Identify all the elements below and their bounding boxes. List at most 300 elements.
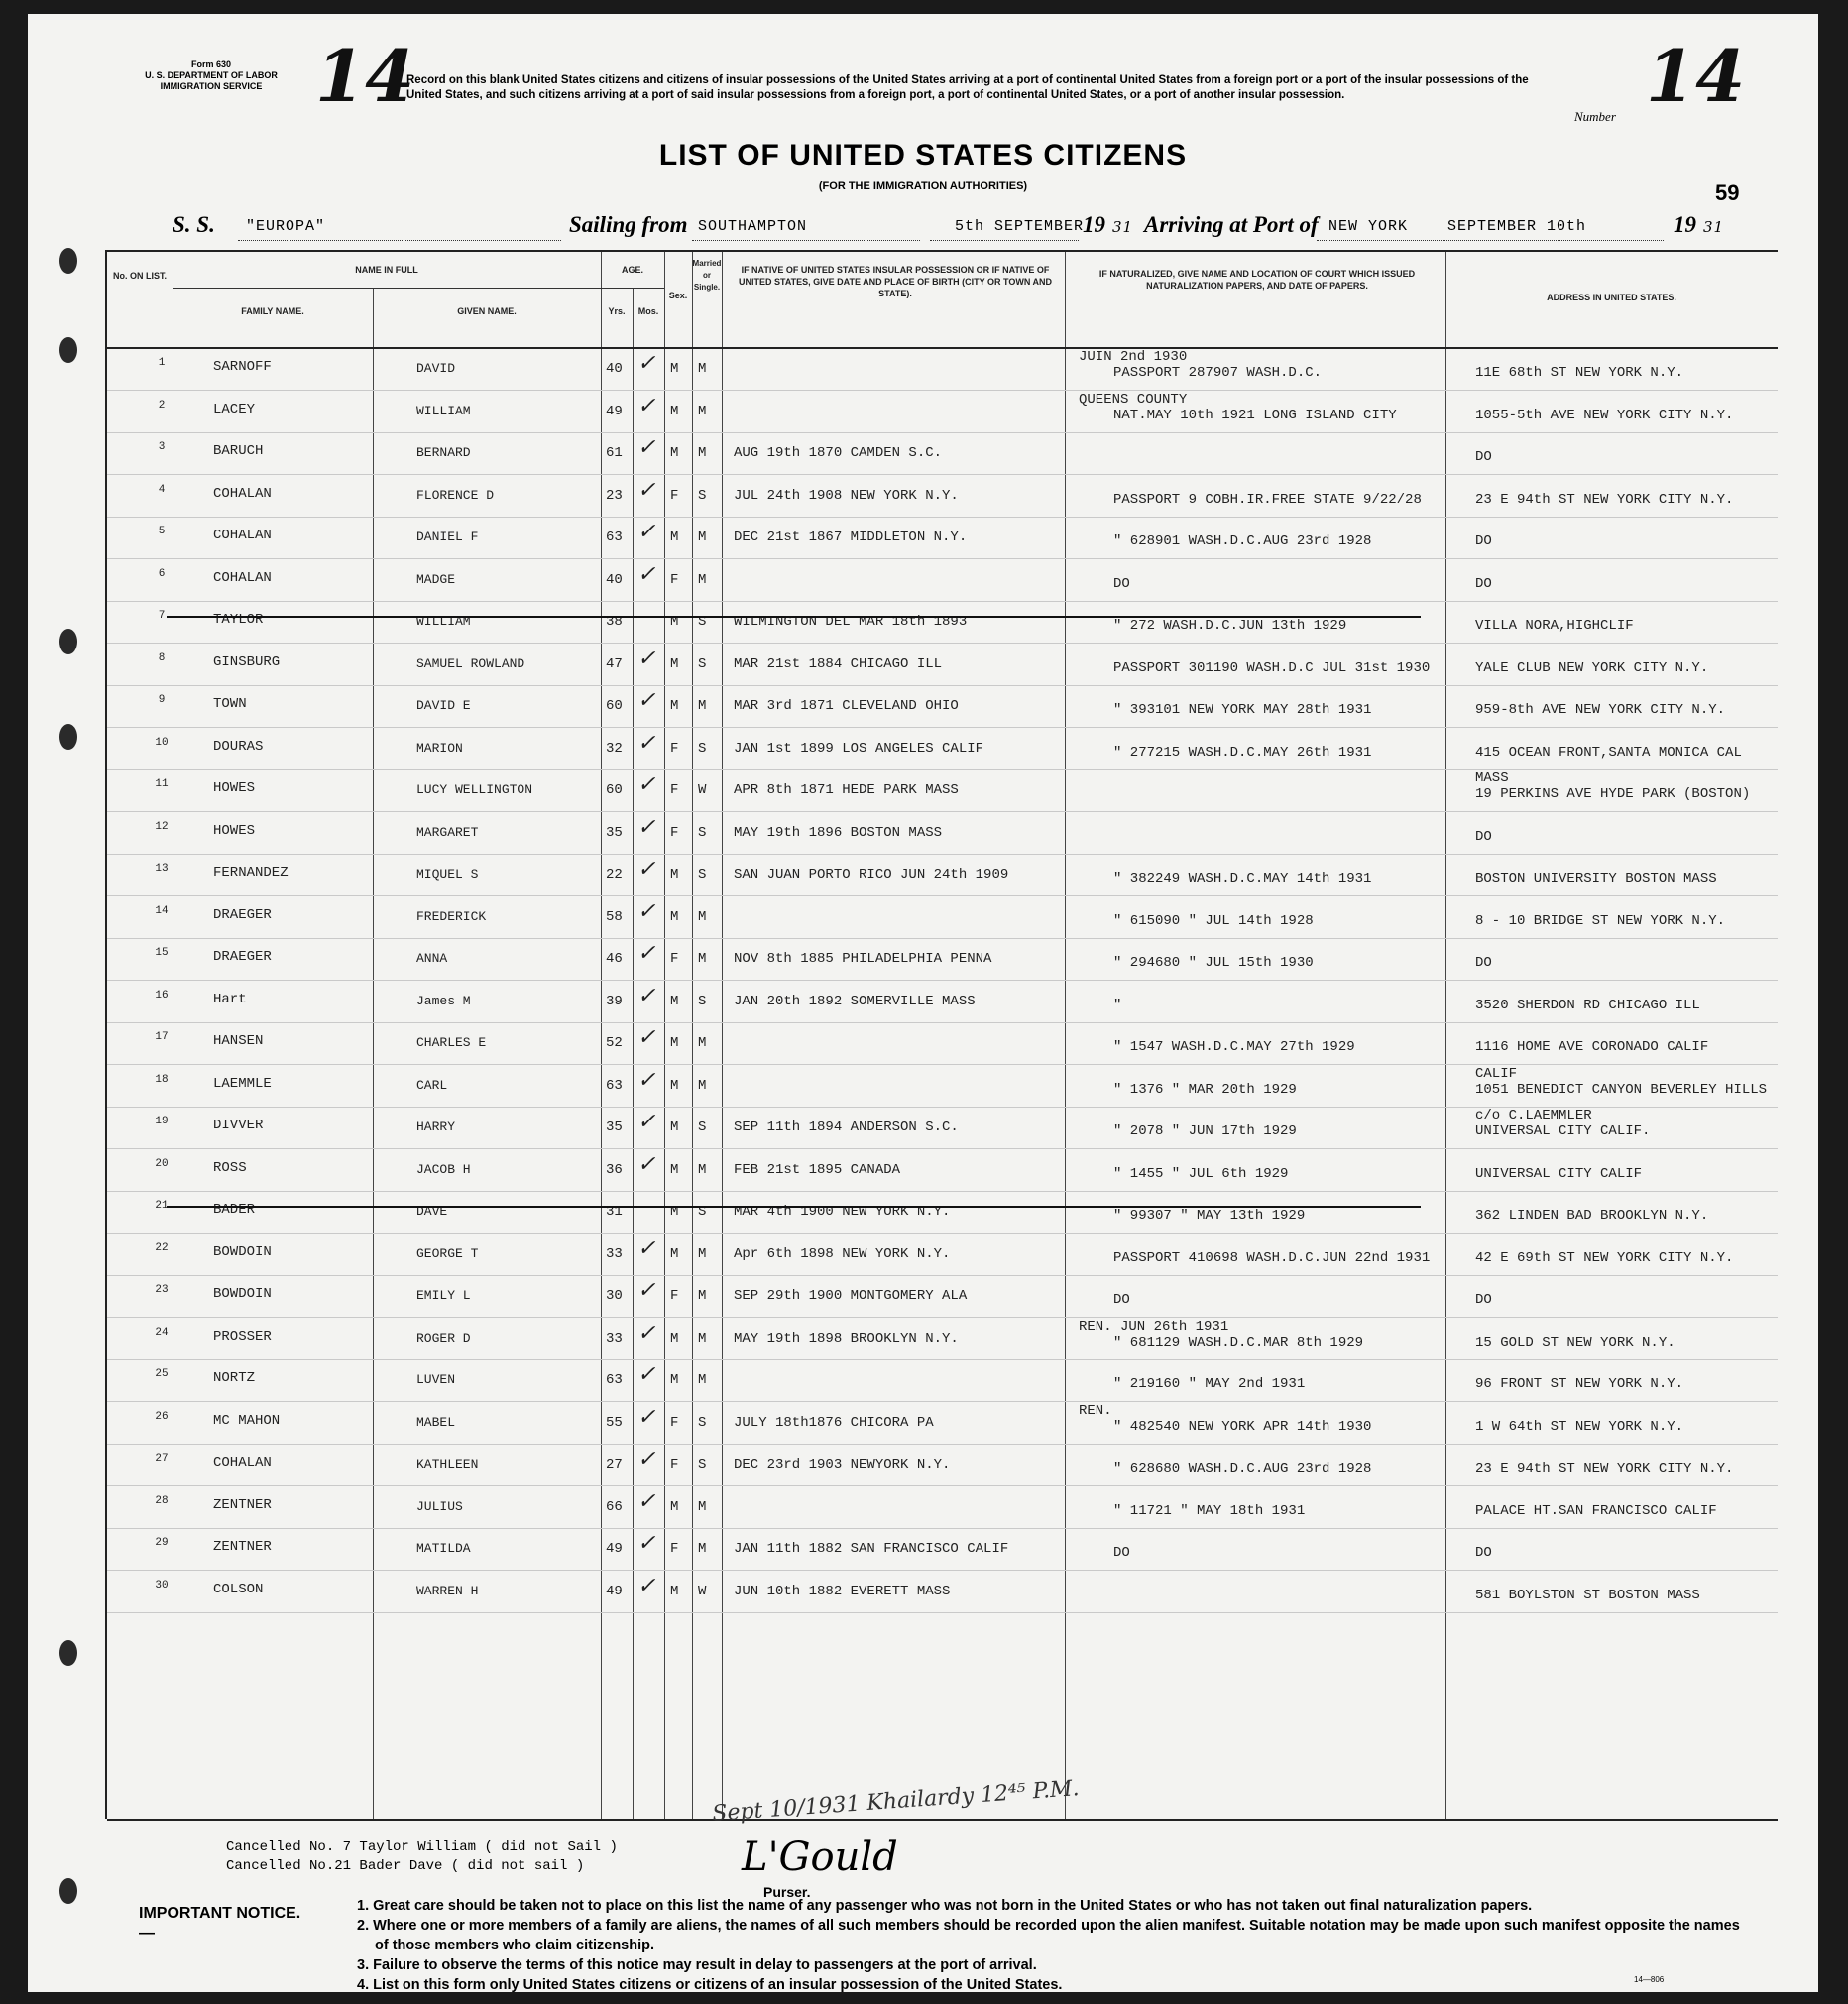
family-name: NORTZ — [213, 1370, 256, 1386]
row-number: 17 — [155, 1031, 169, 1043]
given-name: MADGE — [416, 571, 456, 587]
age-years: 33 — [606, 1245, 623, 1262]
family-name: BOWDOIN — [213, 1286, 272, 1302]
sex: M — [670, 655, 679, 672]
table-row — [107, 433, 1778, 475]
age-check: ✓ — [637, 477, 656, 503]
row-number: 9 — [158, 694, 166, 706]
row-number: 11 — [155, 778, 169, 790]
marital-status: M — [698, 571, 707, 588]
binder-hole — [59, 1640, 77, 1666]
family-name: DOURAS — [213, 738, 264, 755]
birth-info: AUG 19th 1870 CAMDEN S.C. — [734, 445, 943, 461]
family-name: ROSS — [213, 1159, 247, 1176]
family-name: MC MAHON — [213, 1412, 281, 1429]
row-number: 20 — [155, 1157, 169, 1170]
table-row — [107, 813, 1778, 855]
marital-status: M — [698, 530, 707, 545]
given-name: JULIUS — [416, 1498, 463, 1514]
col-address: ADDRESS IN UNITED STATES. — [1547, 293, 1676, 302]
year-suffix-1: 31 — [1112, 218, 1134, 236]
family-name: COHALAN — [213, 569, 272, 586]
year-suffix-2: 31 — [1703, 218, 1725, 236]
sex: M — [670, 1120, 679, 1135]
year-prefix-2: 19 — [1674, 212, 1696, 237]
naturalization-info: " 2078 " JUN 17th 1929 — [1113, 1123, 1297, 1139]
table-row — [107, 939, 1778, 981]
address: 96 FRONT ST NEW YORK N.Y. — [1475, 1376, 1684, 1392]
row-number: 27 — [155, 1453, 169, 1465]
family-name: PROSSER — [213, 1328, 272, 1345]
table-row — [107, 855, 1778, 896]
marital-status: S — [698, 867, 707, 883]
row-number: 24 — [155, 1326, 169, 1339]
row-number: 28 — [155, 1494, 169, 1507]
col-no: No. ON LIST. — [113, 271, 167, 281]
col-birth: IF NATIVE OF UNITED STATES INSULAR POSSESSION OR IF NATIVE OF UNITED STATES, GIVE DATE AND PLACE OF BIRTH (CITY OR TOWN AND STATE). — [738, 265, 1052, 298]
sex: M — [670, 445, 679, 461]
binder-hole — [59, 1878, 77, 1904]
table-row — [107, 1445, 1778, 1486]
birth-info: JULY 18th1876 CHICORA PA — [734, 1414, 934, 1431]
birth-info: NOV 8th 1885 PHILADELPHIA PENNA — [734, 951, 992, 967]
sex: M — [670, 1077, 679, 1094]
age-check: ✓ — [637, 520, 656, 544]
given-name: MABEL — [416, 1414, 456, 1430]
given-name: MIQUEL S — [416, 867, 479, 882]
age-check: ✓ — [637, 1278, 656, 1303]
form-identifier — [117, 59, 305, 92]
family-name: HOWES — [213, 822, 256, 839]
arrival-date: SEPTEMBER 10th — [1447, 218, 1587, 235]
ship-name: "EUROPA" — [246, 218, 326, 235]
age-years: 49 — [606, 403, 623, 419]
naturalization-info: " 272 WASH.D.C.JUN 13th 1929 — [1113, 618, 1347, 634]
table-row — [107, 897, 1778, 939]
given-name: DANIEL F — [416, 530, 479, 544]
age-check: ✓ — [637, 1531, 656, 1556]
naturalization-info: " 628680 WASH.D.C.AUG 23rd 1928 — [1113, 1461, 1372, 1476]
age-check: ✓ — [637, 1236, 656, 1261]
marital-status: M — [698, 1077, 707, 1094]
given-name: HARRY — [416, 1120, 456, 1134]
marital-status: M — [698, 1035, 707, 1051]
sex: F — [670, 782, 679, 798]
marital-status: M — [698, 445, 707, 461]
table-row — [107, 1192, 1778, 1234]
col-married: Married or Single. — [692, 259, 722, 292]
table-row — [107, 1023, 1778, 1065]
address: YALE CLUB NEW YORK CITY N.Y. — [1475, 659, 1709, 676]
age-check: ✓ — [637, 730, 656, 756]
table-row — [107, 602, 1778, 644]
naturalization-info: DO — [1113, 1292, 1130, 1308]
age-years: 49 — [606, 1583, 623, 1599]
notice-heading: IMPORTANT NOTICE.— — [139, 1905, 301, 1942]
table-row — [107, 1276, 1778, 1318]
year-prefix: 19 — [1083, 212, 1105, 237]
age-check: ✓ — [637, 898, 656, 924]
age-check: ✓ — [637, 1447, 656, 1472]
number-label: Number — [1574, 109, 1616, 124]
age-years: 36 — [606, 1161, 623, 1178]
table-row — [107, 1108, 1778, 1149]
naturalization-info: " 681129 WASH.D.C.MAR 8th 1929 — [1113, 1334, 1364, 1351]
given-name: MARGARET — [416, 824, 479, 840]
marital-status: M — [698, 1161, 707, 1178]
sex: M — [670, 1035, 679, 1051]
row-number: 16 — [155, 989, 169, 1002]
naturalization-info: DO — [1113, 575, 1130, 592]
table-row — [107, 518, 1778, 559]
naturalization-info: " 99307 " MAY 13th 1929 — [1113, 1208, 1306, 1224]
sex: M — [670, 1161, 679, 1178]
birth-info: JUN 10th 1882 EVERETT MASS — [734, 1583, 951, 1599]
birth-info: APR 8th 1871 HEDE PARK MASS — [734, 782, 959, 798]
address: BOSTON UNIVERSITY BOSTON MASS — [1475, 871, 1717, 886]
family-name: GINSBURG — [213, 653, 281, 670]
marital-status: M — [698, 361, 707, 377]
birth-info: MAY 19th 1896 BOSTON MASS — [734, 824, 943, 841]
table-row — [107, 770, 1778, 812]
family-name: Hart — [213, 991, 247, 1007]
given-name: MATILDA — [416, 1541, 471, 1556]
table-row — [107, 349, 1778, 391]
age-years: 38 — [606, 614, 623, 630]
col-name: NAME IN FULL — [355, 265, 418, 275]
given-name: James M — [416, 993, 471, 1008]
given-name: SAMUEL ROWLAND — [416, 655, 525, 671]
address: 23 E 94th ST NEW YORK CITY N.Y. — [1475, 1461, 1734, 1476]
birth-info: FEB 21st 1895 CANADA — [734, 1161, 901, 1178]
notice-item: 4. List on this form only United States citizens or citizens of an insular possession of the United States. — [357, 1977, 1063, 1992]
address: 581 BOYLSTON ST BOSTON MASS — [1475, 1587, 1700, 1603]
given-name: ROGER D — [416, 1330, 471, 1346]
family-name: LACEY — [213, 401, 256, 417]
naturalization-info: " 615090 " JUL 14th 1928 — [1113, 912, 1314, 929]
given-name: LUCY WELLINGTON — [416, 782, 533, 797]
naturalization-info: " 393101 NEW YORK MAY 28th 1931 — [1113, 702, 1372, 718]
table-row — [107, 560, 1778, 602]
table-row — [107, 982, 1778, 1023]
binder-hole — [59, 724, 77, 750]
marital-status: M — [698, 1245, 707, 1262]
birth-info: MAR 4th 1900 NEW YORK N.Y. — [734, 1204, 951, 1220]
age-years: 61 — [606, 445, 623, 461]
row-number: 10 — [155, 736, 169, 749]
handwritten-number-right: 14 — [1646, 34, 1746, 118]
binder-hole — [59, 629, 77, 654]
address-note: CALIF — [1475, 1065, 1518, 1082]
sex: M — [670, 1583, 679, 1599]
given-name: ANNA — [416, 951, 448, 966]
top-notice: Record on this blank United States citizens and citizens of insular possessions of the United States arriving at a port of continental United States from a foreign port or a port of the insular possessions of the United States, and such citizens arriving at a port of said insular possessions from a foreign port, a port of continental United States, or a port of another insular possession. — [406, 74, 1529, 101]
table-row — [107, 1529, 1778, 1571]
page-number: 59 — [1715, 180, 1740, 205]
service: IMMIGRATION SERVICE — [160, 81, 263, 91]
address: 1055-5th AVE NEW YORK CITY N.Y. — [1475, 407, 1734, 423]
given-name: KATHLEEN — [416, 1457, 479, 1472]
row-number: 3 — [158, 441, 166, 453]
voyage-line — [28, 208, 1818, 248]
row-number: 2 — [158, 399, 166, 412]
table-row — [107, 1150, 1778, 1192]
address: DO — [1475, 533, 1492, 549]
handwritten-number-left: 14 — [315, 34, 415, 118]
family-name: LAEMMLE — [213, 1075, 272, 1092]
age-check: ✓ — [637, 857, 656, 882]
family-name: COHALAN — [213, 485, 272, 502]
naturalization-info: " 1455 " JUL 6th 1929 — [1113, 1165, 1289, 1182]
row-number: 23 — [155, 1284, 169, 1296]
family-name: FERNANDEZ — [213, 865, 289, 881]
ss-label: S. S. — [173, 212, 215, 237]
age-years: 35 — [606, 824, 623, 841]
age-years: 55 — [606, 1414, 623, 1431]
age-years: 49 — [606, 1541, 623, 1557]
naturalization-info: " 382249 WASH.D.C.MAY 14th 1931 — [1113, 871, 1372, 886]
age-years: 46 — [606, 951, 623, 967]
sex: M — [670, 908, 679, 925]
marital-status: M — [698, 908, 707, 925]
sex: M — [670, 361, 679, 377]
naturalization-info: " 1376 " MAR 20th 1929 — [1113, 1081, 1297, 1098]
age-check: ✓ — [637, 351, 656, 376]
marital-status: S — [698, 1414, 707, 1431]
table-row — [107, 686, 1778, 728]
age-years: 63 — [606, 1077, 623, 1094]
address: 11E 68th ST NEW YORK N.Y. — [1475, 365, 1684, 381]
notice-item: 2. Where one or more members of a family are aliens, the names of all such members should be recorded upon the alien manifest. Suitable notation may be made upon such manifest opposite the names of those members who claim citizenship. — [357, 1918, 1740, 1953]
cancellation-line: Cancelled No.21 Bader Dave ( did not sail ) — [226, 1858, 585, 1874]
family-name: DRAEGER — [213, 906, 272, 923]
row-number: 30 — [155, 1579, 169, 1591]
table-row — [107, 1360, 1778, 1402]
marital-status: S — [698, 1204, 707, 1220]
age-years: 60 — [606, 698, 623, 714]
notice-item: 3. Failure to observe the terms of this notice may result in delay to passengers at the port of arrival. — [357, 1957, 1037, 1973]
table-row — [107, 1235, 1778, 1276]
sex: M — [670, 403, 679, 419]
address: DO — [1475, 575, 1492, 592]
age-check: ✓ — [637, 1573, 656, 1598]
address-note: c/o C.LAEMMLER — [1475, 1108, 1592, 1123]
marital-status: M — [698, 1541, 707, 1557]
birth-info: DEC 21st 1867 MIDDLETON N.Y. — [734, 530, 968, 545]
birth-info: JAN 20th 1892 SOMERVILLE MASS — [734, 993, 976, 1009]
marital-status: M — [698, 1330, 707, 1347]
naturalization-info: PASSPORT 287907 WASH.D.C. — [1113, 365, 1323, 381]
given-name: FLORENCE D — [416, 487, 495, 503]
purser-signature: L'Gould — [742, 1834, 898, 1880]
marital-status: M — [698, 951, 707, 967]
sex: F — [670, 1541, 679, 1557]
birth-info: JAN 11th 1882 SAN FRANCISCO CALIF — [734, 1541, 1009, 1557]
marital-status: S — [698, 993, 707, 1009]
marital-status: W — [698, 782, 707, 798]
sex: M — [670, 1245, 679, 1262]
address-note: MASS — [1475, 770, 1509, 786]
age-check: ✓ — [637, 1067, 656, 1093]
marital-status: S — [698, 740, 707, 757]
row-number: 8 — [158, 651, 166, 664]
marital-status: S — [698, 1120, 707, 1135]
naturalization-info: DO — [1113, 1545, 1130, 1561]
sex: M — [670, 1330, 679, 1347]
row-number: 6 — [158, 567, 166, 580]
sailing-date: 5th SEPTEMBER — [955, 218, 1085, 235]
age-years: 47 — [606, 655, 623, 672]
address: DO — [1475, 1545, 1492, 1561]
address: 1116 HOME AVE CORONADO CALIF — [1475, 1039, 1709, 1055]
given-name: WILLIAM — [416, 614, 471, 629]
page-title: LIST OF UNITED STATES CITIZENS — [658, 139, 1188, 172]
passenger-table — [105, 250, 1778, 1819]
age-years: 30 — [606, 1288, 623, 1304]
age-years: 39 — [606, 993, 623, 1009]
marital-status: M — [698, 1288, 707, 1304]
naturalization-info: " 294680 " JUL 15th 1930 — [1113, 955, 1314, 971]
age-years: 58 — [606, 908, 623, 925]
given-name: FREDERICK — [416, 908, 487, 924]
col-sex: Sex. — [668, 291, 688, 300]
cancellations — [226, 1838, 618, 1876]
sex: F — [670, 1288, 679, 1304]
address: 42 E 69th ST NEW YORK CITY N.Y. — [1475, 1249, 1734, 1266]
family-name: TOWN — [213, 696, 247, 712]
row-number: 15 — [155, 947, 169, 959]
given-name: CHARLES E — [416, 1035, 487, 1050]
address: DO — [1475, 449, 1492, 465]
birth-info: MAY 19th 1898 BROOKLYN N.Y. — [734, 1330, 959, 1347]
age-check: ✓ — [637, 435, 656, 460]
row-number: 5 — [158, 526, 166, 537]
marital-status: M — [698, 1372, 707, 1388]
age-years: 52 — [606, 1035, 623, 1051]
notice-item: 1. Great care should be taken not to place on this list the name of any passenger who was not born in the United States or who has not taken out final naturalization papers. — [357, 1898, 1533, 1914]
sex: F — [670, 571, 679, 588]
age-years: 40 — [606, 361, 623, 377]
family-name: DIVVER — [213, 1118, 264, 1133]
given-name: DAVID E — [416, 698, 471, 713]
sex: M — [670, 698, 679, 714]
address: 415 OCEAN FRONT,SANTA MONICA CAL — [1475, 744, 1742, 761]
sex: F — [670, 487, 679, 504]
sex: M — [670, 867, 679, 883]
family-name: ZENTNER — [213, 1496, 272, 1513]
family-name: BADER — [213, 1202, 256, 1218]
marital-status: S — [698, 824, 707, 841]
arriving-label: Arriving at Port of — [1144, 212, 1319, 237]
marital-status: M — [698, 1498, 707, 1515]
age-years: 23 — [606, 487, 623, 504]
birth-info: MAR 21st 1884 CHICAGO ILL — [734, 655, 943, 672]
naturalization-info: PASSPORT 9 COBH.IR.FREE STATE 9/22/28 — [1113, 491, 1422, 508]
naturalization-info: PASSPORT 410698 WASH.D.C.JUN 22nd 1931 — [1113, 1249, 1431, 1266]
family-name: HANSEN — [213, 1033, 264, 1049]
arrival-stamp-note: Sept 10/1931 Khailardy 12⁴⁵ P.M. — [711, 1776, 1081, 1827]
age-years: 63 — [606, 1372, 623, 1388]
address: PALACE HT.SAN FRANCISCO CALIF — [1475, 1502, 1717, 1519]
age-years: 63 — [606, 530, 623, 545]
address: VILLA NORA,HIGHCLIF — [1475, 618, 1634, 634]
given-name: JACOB H — [416, 1161, 471, 1177]
sex: M — [670, 1372, 679, 1388]
row-number: 18 — [155, 1073, 169, 1086]
given-name: WARREN H — [416, 1583, 479, 1598]
from-port: SOUTHAMPTON — [698, 218, 808, 235]
table-row — [107, 1066, 1778, 1108]
given-name: BERNARD — [416, 445, 471, 460]
sailing-label: Sailing from — [569, 212, 688, 237]
birth-info: WILMINGTON DEL MAR 18th 1893 — [734, 614, 968, 630]
marital-status: M — [698, 403, 707, 419]
family-name: DRAEGER — [213, 949, 272, 965]
birth-info: SEP 29th 1900 MONTGOMERY ALA — [734, 1288, 968, 1304]
birth-info: JUL 24th 1908 NEW YORK N.Y. — [734, 487, 959, 504]
birth-info: SEP 11th 1894 ANDERSON S.C. — [734, 1120, 959, 1135]
family-name: ZENTNER — [213, 1539, 272, 1555]
age-check: ✓ — [637, 1488, 656, 1514]
family-name: TAYLOR — [213, 612, 264, 628]
sex: F — [670, 824, 679, 841]
address: 362 LINDEN BAD BROOKLYN N.Y. — [1475, 1208, 1709, 1224]
sex: F — [670, 1414, 679, 1431]
row-number: 21 — [155, 1200, 169, 1212]
naturalization-note: REN. — [1079, 1402, 1112, 1419]
naturalization-note: REN. JUN 26th 1931 — [1079, 1318, 1229, 1335]
row-number: 25 — [155, 1368, 169, 1380]
age-check: ✓ — [637, 814, 656, 840]
col-age: AGE. — [621, 265, 643, 275]
table-row — [107, 645, 1778, 686]
row-number: 19 — [155, 1116, 169, 1127]
birth-info: MAR 3rd 1871 CLEVELAND OHIO — [734, 698, 959, 714]
col-mos: Mos. — [637, 306, 659, 316]
address: 1 W 64th ST NEW YORK N.Y. — [1475, 1418, 1684, 1435]
naturalization-info: " 277215 WASH.D.C.MAY 26th 1931 — [1113, 744, 1372, 761]
age-years: 31 — [606, 1204, 623, 1220]
marital-status: W — [698, 1583, 707, 1599]
age-years: 66 — [606, 1498, 623, 1515]
given-name: LUVEN — [416, 1372, 456, 1387]
given-name: EMILY L — [416, 1288, 471, 1303]
sex: F — [670, 951, 679, 967]
address: UNIVERSAL CITY CALIF — [1475, 1165, 1643, 1182]
family-name: HOWES — [213, 780, 256, 796]
address: 19 PERKINS AVE HYDE PARK (BOSTON) — [1475, 786, 1751, 802]
given-name: GEORGE T — [416, 1245, 479, 1261]
given-name: MARION — [416, 740, 463, 756]
row-number: 12 — [155, 820, 169, 833]
sex: M — [670, 530, 679, 545]
col-given: GIVEN NAME. — [457, 306, 517, 316]
address: 959-8th AVE NEW YORK CITY N.Y. — [1475, 702, 1726, 718]
row-number: 22 — [155, 1241, 169, 1254]
naturalization-info: PASSPORT 301190 WASH.D.C JUL 31st 1930 — [1113, 659, 1431, 676]
sex: M — [670, 1498, 679, 1515]
naturalization-note: QUEENS COUNTY — [1079, 391, 1188, 408]
table-row — [107, 729, 1778, 770]
family-name: BARUCH — [213, 443, 264, 459]
address: DO — [1475, 828, 1492, 845]
table-row — [107, 1319, 1778, 1360]
row-number: 26 — [155, 1410, 169, 1423]
marital-status: S — [698, 614, 707, 630]
family-name: BOWDOIN — [213, 1243, 272, 1260]
row-number: 29 — [155, 1537, 169, 1549]
sex: F — [670, 740, 679, 757]
